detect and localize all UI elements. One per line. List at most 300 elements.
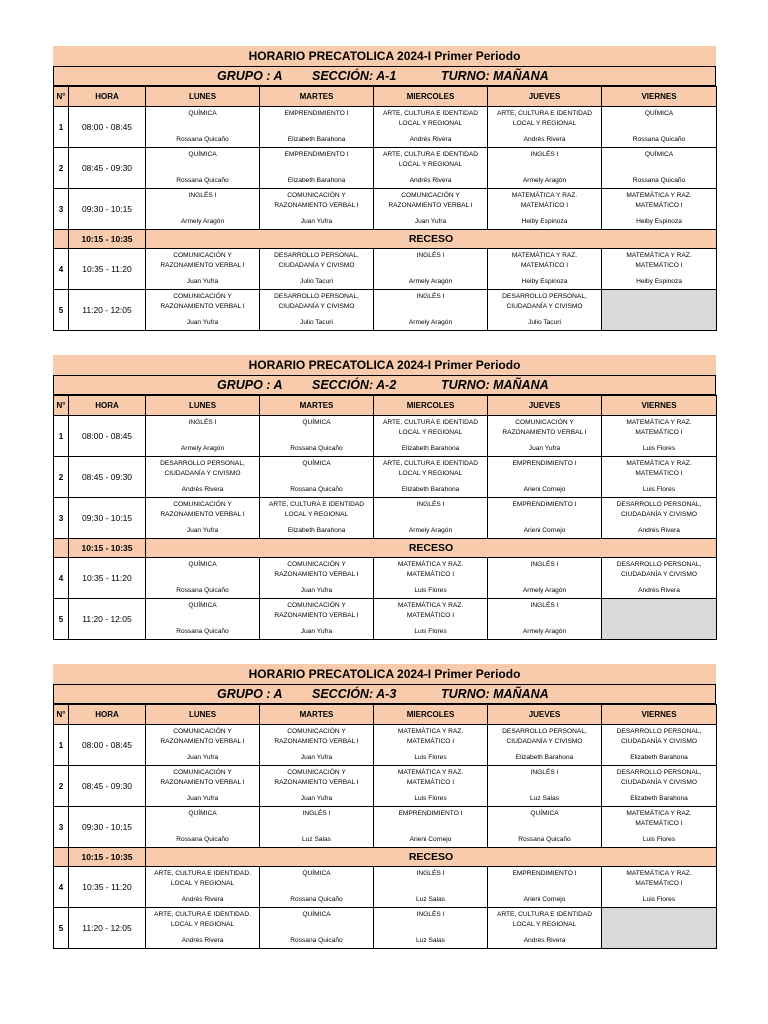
- period-time: 09:30 - 10:15: [69, 498, 146, 539]
- course-name: COMUNICACIÓN Y RAZONAMIENTO VERBAL I: [160, 728, 245, 745]
- teacher-name: Rossana Quicaño: [176, 836, 229, 843]
- teacher-name: Armely Aragón: [408, 527, 453, 534]
- teacher-name: Juan Yufra: [528, 445, 561, 452]
- course-name: QUÍMICA: [302, 911, 331, 918]
- teacher-name: Andrés Rivera: [409, 136, 452, 143]
- period-number: 1: [54, 107, 69, 148]
- group-band: [53, 375, 716, 395]
- period-number: 5: [54, 908, 69, 949]
- teacher-name: Armely Aragón: [522, 628, 567, 635]
- course-name: MATEMÁTICA Y RAZ. MATEMÁTICO I: [397, 769, 464, 786]
- teacher-name: Arieni Cornejo: [523, 486, 566, 493]
- grupo-label: GRUPO : A: [217, 69, 283, 83]
- period-row: [54, 908, 717, 949]
- teacher-name: Andrés Rivera: [638, 587, 680, 594]
- turno-label: TURNO: MAÑANA: [441, 687, 549, 701]
- teacher-name: Rossana Quicaño: [290, 445, 343, 452]
- schedule-table: [53, 704, 717, 949]
- header-day: VIERNES: [602, 705, 717, 725]
- header-day: JUEVES: [488, 396, 602, 416]
- period-row: [54, 867, 717, 908]
- teacher-name: Andrés Rivera: [409, 177, 452, 184]
- class-cell: [374, 107, 488, 148]
- teacher-name: Arieni Cornejo: [523, 527, 566, 534]
- class-cell: [146, 290, 260, 331]
- period-time: 10:35 - 11:20: [69, 558, 146, 599]
- course-name: MATEMÁTICA Y RAZ. MATEMÁTICO I: [397, 602, 464, 619]
- header-hora: HORA: [69, 705, 146, 725]
- course-name: QUÍMICA: [188, 602, 217, 609]
- class-cell: [260, 107, 374, 148]
- class-cell: [374, 457, 488, 498]
- seccion-label: SECCIÓN: A-1: [312, 69, 397, 83]
- teacher-name: Arieni Cornejo: [523, 896, 566, 903]
- header-day: LUNES: [146, 87, 260, 107]
- course-name: INGLÉS I: [530, 769, 559, 776]
- grupo-label: GRUPO : A: [217, 378, 283, 392]
- receso-row: [54, 539, 717, 558]
- course-name: MATEMÁTICA Y RAZ. MATEMÁTICO I: [626, 192, 692, 209]
- teacher-name: Rossana Quicaño: [290, 896, 343, 903]
- class-cell: [146, 107, 260, 148]
- course-name: DESARROLLO PERSONAL, CIUDADANÍA Y CIVISMO: [616, 769, 702, 786]
- course-name: MATEMÁTICA Y RAZ. MATEMÁTICO I: [397, 561, 464, 578]
- course-name: DESARROLLO PERSONAL, CIUDADANÍA Y CIVISMO: [502, 293, 587, 310]
- class-cell: [488, 599, 602, 640]
- teacher-name: Juan Yufra: [186, 319, 219, 326]
- teacher-name: Luz Salas: [416, 937, 445, 944]
- course-name: MATEMÁTICA Y RAZ. MATEMÁTICO I: [511, 192, 578, 209]
- teacher-name: Armely Aragón: [408, 278, 453, 285]
- header-hora: HORA: [69, 87, 146, 107]
- teacher-name: Heiby Espinoza: [636, 278, 682, 285]
- schedule-title: HORARIO PRECATOLICA 2024-I Primer Periodo: [53, 355, 716, 375]
- class-cell: [146, 867, 260, 908]
- course-name: DESARROLLO PERSONAL, CIUDADANÍA Y CIVISMO: [160, 460, 245, 477]
- course-name: ARTE, CULTURA E IDENTIDAD LOCAL Y REGIONAL: [382, 151, 478, 168]
- class-cell: [488, 766, 602, 807]
- period-row: [54, 416, 717, 457]
- teacher-name: Juan Yufra: [186, 795, 219, 802]
- class-cell: [374, 249, 488, 290]
- course-name: ARTE, CULTURA E IDENTIDAD LOCAL Y REGIONAL: [382, 419, 478, 436]
- header-day: MIERCOLES: [374, 705, 488, 725]
- class-cell: [260, 189, 374, 230]
- class-cell: [602, 457, 717, 498]
- class-cell: [602, 725, 717, 766]
- period-row: [54, 558, 717, 599]
- course-name: EMPRENDIMIENTO I: [284, 110, 349, 117]
- header-row: [54, 87, 717, 107]
- teacher-name: Heiby Espinoza: [521, 218, 568, 225]
- header-day: LUNES: [146, 705, 260, 725]
- teacher-name: Armely Aragón: [180, 218, 225, 225]
- course-name: INGLÉS I: [416, 870, 445, 877]
- course-name: COMUNICACIÓN Y RAZONAMIENTO VERBAL I: [160, 501, 245, 518]
- course-name: MATEMÁTICA Y RAZ. MATEMÁTICO I: [626, 810, 692, 827]
- teacher-name: Andrés Rivera: [181, 486, 224, 493]
- course-name: QUÍMICA: [302, 460, 331, 467]
- period-time: 09:30 - 10:15: [69, 807, 146, 848]
- header-row: [54, 396, 717, 416]
- seccion-label: SECCIÓN: A-3: [312, 687, 397, 701]
- schedule-table: [53, 395, 717, 640]
- course-name: COMUNICACIÓN Y RAZONAMIENTO VERBAL I: [274, 769, 359, 786]
- class-cell: [602, 416, 717, 457]
- course-name: INGLÉS I: [530, 561, 559, 568]
- teacher-name: Elizabeth Barahona: [515, 754, 574, 761]
- teacher-name: Elizabeth Barahona: [401, 445, 460, 452]
- teacher-name: Rossana Quicaño: [518, 836, 571, 843]
- header-row: [54, 705, 717, 725]
- teacher-name: Julio Tacuri: [300, 278, 333, 285]
- empty-cell: [602, 599, 717, 640]
- teacher-name: Juan Yufra: [186, 527, 219, 534]
- empty-cell: [602, 290, 717, 331]
- period-row: [54, 766, 717, 807]
- class-cell: [146, 189, 260, 230]
- course-name: QUÍMICA: [188, 110, 217, 117]
- course-name: INGLÉS I: [416, 501, 445, 508]
- group-band: [53, 66, 716, 86]
- class-cell: [488, 249, 602, 290]
- course-name: COMUNICACIÓN Y RAZONAMIENTO VERBAL I: [388, 192, 473, 209]
- teacher-name: Armely Aragón: [180, 445, 225, 452]
- teacher-name: Andrés Rivera: [181, 937, 224, 944]
- period-row: [54, 290, 717, 331]
- class-cell: [488, 725, 602, 766]
- class-cell: [146, 498, 260, 539]
- class-cell: [488, 107, 602, 148]
- teacher-name: Heiby Espinoza: [521, 278, 568, 285]
- course-name: COMUNICACIÓN Y RAZONAMIENTO VERBAL I: [160, 769, 245, 786]
- teacher-name: Luis Flores: [642, 486, 676, 493]
- teacher-name: Rossana Quicaño: [632, 136, 686, 143]
- receso-label: RECESO: [146, 848, 717, 867]
- period-number: 1: [54, 725, 69, 766]
- schedule-a1: [53, 46, 716, 331]
- class-cell: [260, 249, 374, 290]
- receso-label: RECESO: [146, 539, 717, 558]
- class-cell: [374, 867, 488, 908]
- teacher-name: Armely Aragón: [408, 319, 453, 326]
- class-cell: [374, 908, 488, 949]
- course-name: INGLÉS I: [416, 911, 445, 918]
- period-row: [54, 807, 717, 848]
- period-row: [54, 498, 717, 539]
- class-cell: [374, 807, 488, 848]
- class-cell: [260, 290, 374, 331]
- class-cell: [488, 148, 602, 189]
- class-cell: [374, 558, 488, 599]
- course-name: DESARROLLO PERSONAL, CIUDADANÍA Y CIVISMO: [616, 501, 702, 518]
- teacher-name: Luis Flores: [642, 836, 676, 843]
- receso-time: 10:15 - 10:35: [69, 848, 146, 867]
- period-number: 5: [54, 599, 69, 640]
- class-cell: [260, 457, 374, 498]
- header-day: MARTES: [260, 396, 374, 416]
- header-day: MARTES: [260, 705, 374, 725]
- schedule-a2: [53, 355, 716, 640]
- teacher-name: Luis Flores: [414, 754, 447, 761]
- period-time: 08:45 - 09:30: [69, 457, 146, 498]
- period-time: 08:00 - 08:45: [69, 725, 146, 766]
- course-name: QUÍMICA: [302, 419, 331, 426]
- class-cell: [488, 807, 602, 848]
- course-name: MATEMÁTICA Y RAZ. MATEMÁTICO I: [626, 419, 692, 436]
- teacher-name: Juan Yufra: [300, 218, 333, 225]
- teacher-name: Rossana Quicaño: [176, 136, 229, 143]
- course-name: DESARROLLO PERSONAL, CIUDADANÍA Y CIVISMO: [502, 728, 587, 745]
- period-time: 08:45 - 09:30: [69, 148, 146, 189]
- teacher-name: Rossana Quicaño: [290, 486, 343, 493]
- teacher-name: Armely Aragón: [522, 587, 567, 594]
- course-name: ARTE, CULTURA E IDENTIDAD. LOCAL Y REGIONAL: [154, 870, 251, 887]
- teacher-name: Heiby Espinoza: [636, 218, 682, 225]
- teacher-name: Rossana Quicaño: [290, 937, 343, 944]
- period-time: 08:00 - 08:45: [69, 107, 146, 148]
- course-name: ARTE, CULTURA E IDENTIDAD LOCAL Y REGIONAL: [496, 911, 592, 928]
- teacher-name: Julio Tacuri: [300, 319, 333, 326]
- header-hora: HORA: [69, 396, 146, 416]
- period-time: 08:00 - 08:45: [69, 416, 146, 457]
- teacher-name: Juan Yufra: [300, 795, 333, 802]
- class-cell: [488, 558, 602, 599]
- course-name: EMPRENDIMIENTO I: [398, 810, 463, 817]
- teacher-name: Julio Tacuri: [528, 319, 561, 326]
- teacher-name: Juan Yufra: [186, 278, 219, 285]
- receso-label: RECESO: [146, 230, 717, 249]
- class-cell: [146, 457, 260, 498]
- course-name: ARTE, CULTURA E IDENTIDAD. LOCAL Y REGIONAL: [154, 911, 251, 928]
- period-row: [54, 599, 717, 640]
- teacher-name: Elizabeth Barahona: [630, 754, 688, 761]
- header-day: JUEVES: [488, 705, 602, 725]
- class-cell: [260, 766, 374, 807]
- teacher-name: Luz Salas: [416, 896, 445, 903]
- course-name: MATEMÁTICA Y RAZ. MATEMÁTICO I: [626, 460, 692, 477]
- receso-row: [54, 230, 717, 249]
- class-cell: [260, 558, 374, 599]
- teacher-name: Elizabeth Barahona: [401, 486, 460, 493]
- teacher-name: Luz Salas: [530, 795, 559, 802]
- class-cell: [374, 148, 488, 189]
- grupo-label: GRUPO : A: [217, 687, 283, 701]
- course-name: COMUNICACIÓN Y RAZONAMIENTO VERBAL I: [274, 192, 359, 209]
- course-name: ARTE, CULTURA E IDENTIDAD LOCAL Y REGIONAL: [496, 110, 592, 127]
- header-day: LUNES: [146, 396, 260, 416]
- teacher-name: Juan Yufra: [414, 218, 447, 225]
- period-row: [54, 189, 717, 230]
- class-cell: [374, 189, 488, 230]
- schedule-title: HORARIO PRECATOLICA 2024-I Primer Periodo: [53, 664, 716, 684]
- header-day: VIERNES: [602, 87, 717, 107]
- class-cell: [488, 908, 602, 949]
- course-name: INGLÉS I: [188, 192, 217, 199]
- course-name: EMPRENDIMIENTO I: [284, 151, 349, 158]
- course-name: QUÍMICA: [188, 151, 217, 158]
- class-cell: [602, 867, 717, 908]
- teacher-name: Juan Yufra: [300, 628, 333, 635]
- course-name: DESARROLLO PERSONAL, CIUDADANÍA Y CIVISMO: [616, 728, 702, 745]
- receso-time: 10:15 - 10:35: [69, 539, 146, 558]
- period-number: 2: [54, 766, 69, 807]
- header-num: N°: [54, 87, 69, 107]
- course-name: QUÍMICA: [302, 870, 331, 877]
- class-cell: [260, 867, 374, 908]
- period-row: [54, 148, 717, 189]
- course-name: COMUNICACIÓN Y RAZONAMIENTO VERBAL I: [502, 419, 587, 436]
- group-band: [53, 684, 716, 704]
- teacher-name: Rossana Quicaño: [632, 177, 686, 184]
- class-cell: [374, 416, 488, 457]
- schedule-a3: [53, 664, 716, 949]
- teacher-name: Andrés Rivera: [523, 937, 566, 944]
- teacher-name: Luis Flores: [642, 896, 676, 903]
- receso-num: [54, 230, 69, 249]
- class-cell: [602, 249, 717, 290]
- teacher-name: Rossana Quicaño: [176, 177, 229, 184]
- period-number: 3: [54, 498, 69, 539]
- teacher-name: Arieni Cornejo: [409, 836, 452, 843]
- header-day: MARTES: [260, 87, 374, 107]
- class-cell: [602, 498, 717, 539]
- class-cell: [146, 725, 260, 766]
- period-row: [54, 249, 717, 290]
- teacher-name: Juan Yufra: [300, 754, 333, 761]
- course-name: EMPRENDIMIENTO I: [512, 460, 577, 467]
- class-cell: [260, 148, 374, 189]
- class-cell: [488, 189, 602, 230]
- teacher-name: Luis Flores: [414, 795, 447, 802]
- header-day: MIERCOLES: [374, 87, 488, 107]
- class-cell: [602, 558, 717, 599]
- course-name: MATEMÁTICA Y RAZ. MATEMÁTICO I: [626, 870, 692, 887]
- course-name: INGLÉS I: [530, 151, 559, 158]
- period-time: 10:35 - 11:20: [69, 867, 146, 908]
- class-cell: [260, 416, 374, 457]
- period-time: 11:20 - 12:05: [69, 908, 146, 949]
- class-cell: [602, 107, 717, 148]
- course-name: MATEMÁTICA Y RAZ. MATEMÁTICO I: [626, 252, 692, 269]
- course-name: COMUNICACIÓN Y RAZONAMIENTO VERBAL I: [274, 561, 359, 578]
- course-name: ARTE, CULTURA E IDENTIDAD LOCAL Y REGIONAL: [382, 460, 478, 477]
- course-name: QUÍMICA: [188, 561, 217, 568]
- class-cell: [374, 599, 488, 640]
- class-cell: [146, 908, 260, 949]
- period-number: 2: [54, 457, 69, 498]
- class-cell: [146, 416, 260, 457]
- course-name: ARTE, CULTURA E IDENTIDAD LOCAL Y REGIONAL: [382, 110, 478, 127]
- period-number: 4: [54, 249, 69, 290]
- course-name: COMUNICACIÓN Y RAZONAMIENTO VERBAL I: [274, 602, 359, 619]
- class-cell: [146, 599, 260, 640]
- class-cell: [146, 249, 260, 290]
- class-cell: [374, 725, 488, 766]
- class-cell: [260, 725, 374, 766]
- class-cell: [602, 148, 717, 189]
- teacher-name: Luis Flores: [414, 587, 447, 594]
- course-name: COMUNICACIÓN Y RAZONAMIENTO VERBAL I: [160, 252, 245, 269]
- course-name: DESARROLLO PERSONAL, CIUDADANÍA Y CIVISMO: [616, 561, 702, 578]
- teacher-name: Juan Yufra: [186, 754, 219, 761]
- class-cell: [146, 148, 260, 189]
- course-name: COMUNICACIÓN Y RAZONAMIENTO VERBAL I: [274, 728, 359, 745]
- header-day: MIERCOLES: [374, 396, 488, 416]
- header-num: N°: [54, 705, 69, 725]
- course-name: EMPRENDIMIENTO I: [512, 870, 577, 877]
- course-name: EMPRENDIMIENTO I: [512, 501, 577, 508]
- teacher-name: Luis Flores: [414, 628, 447, 635]
- teacher-name: Rossana Quicaño: [176, 587, 229, 594]
- course-name: QUÍMICA: [188, 810, 217, 817]
- period-number: 3: [54, 807, 69, 848]
- class-cell: [260, 498, 374, 539]
- class-cell: [602, 807, 717, 848]
- period-time: 10:35 - 11:20: [69, 249, 146, 290]
- period-number: 4: [54, 558, 69, 599]
- header-day: JUEVES: [488, 87, 602, 107]
- class-cell: [260, 908, 374, 949]
- teacher-name: Elizabeth Barahona: [287, 136, 346, 143]
- turno-label: TURNO: MAÑANA: [441, 378, 549, 392]
- class-cell: [488, 290, 602, 331]
- class-cell: [146, 766, 260, 807]
- period-time: 09:30 - 10:15: [69, 189, 146, 230]
- class-cell: [488, 416, 602, 457]
- course-name: MATEMÁTICA Y RAZ. MATEMÁTICO I: [511, 252, 578, 269]
- course-name: DESARROLLO PERSONAL, CIUDADANÍA Y CIVISMO: [274, 252, 359, 269]
- course-name: ARTE, CULTURA E IDENTIDAD LOCAL Y REGIONAL: [268, 501, 364, 518]
- teacher-name: Elizabeth Barahona: [630, 795, 688, 802]
- period-number: 3: [54, 189, 69, 230]
- class-cell: [488, 457, 602, 498]
- receso-time: 10:15 - 10:35: [69, 230, 146, 249]
- class-cell: [374, 498, 488, 539]
- teacher-name: Rossana Quicaño: [176, 628, 229, 635]
- receso-num: [54, 848, 69, 867]
- period-row: [54, 457, 717, 498]
- class-cell: [374, 290, 488, 331]
- period-number: 5: [54, 290, 69, 331]
- class-cell: [260, 599, 374, 640]
- period-row: [54, 725, 717, 766]
- course-name: QUÍMICA: [530, 810, 559, 817]
- teacher-name: Elizabeth Barahona: [287, 177, 346, 184]
- turno-label: TURNO: MAÑANA: [441, 69, 549, 83]
- teacher-name: Andrés Rivera: [181, 896, 224, 903]
- class-cell: [488, 498, 602, 539]
- class-cell: [602, 189, 717, 230]
- course-name: MATEMÁTICA Y RAZ. MATEMÁTICO I: [397, 728, 464, 745]
- period-number: 2: [54, 148, 69, 189]
- course-name: COMUNICACIÓN Y RAZONAMIENTO VERBAL I: [160, 293, 245, 310]
- period-time: 08:45 - 09:30: [69, 766, 146, 807]
- class-cell: [260, 807, 374, 848]
- class-cell: [602, 766, 717, 807]
- empty-cell: [602, 908, 717, 949]
- teacher-name: Andrés Rivera: [638, 527, 680, 534]
- course-name: INGLÉS I: [416, 293, 445, 300]
- course-name: QUÍMICA: [644, 110, 674, 117]
- course-name: DESARROLLO PERSONAL, CIUDADANÍA Y CIVISMO: [274, 293, 359, 310]
- header-day: VIERNES: [602, 396, 717, 416]
- class-cell: [146, 807, 260, 848]
- schedule-table: [53, 86, 717, 331]
- teacher-name: Andrés Rivera: [523, 136, 566, 143]
- schedule-title: HORARIO PRECATOLICA 2024-I Primer Periodo: [53, 46, 716, 66]
- class-cell: [488, 867, 602, 908]
